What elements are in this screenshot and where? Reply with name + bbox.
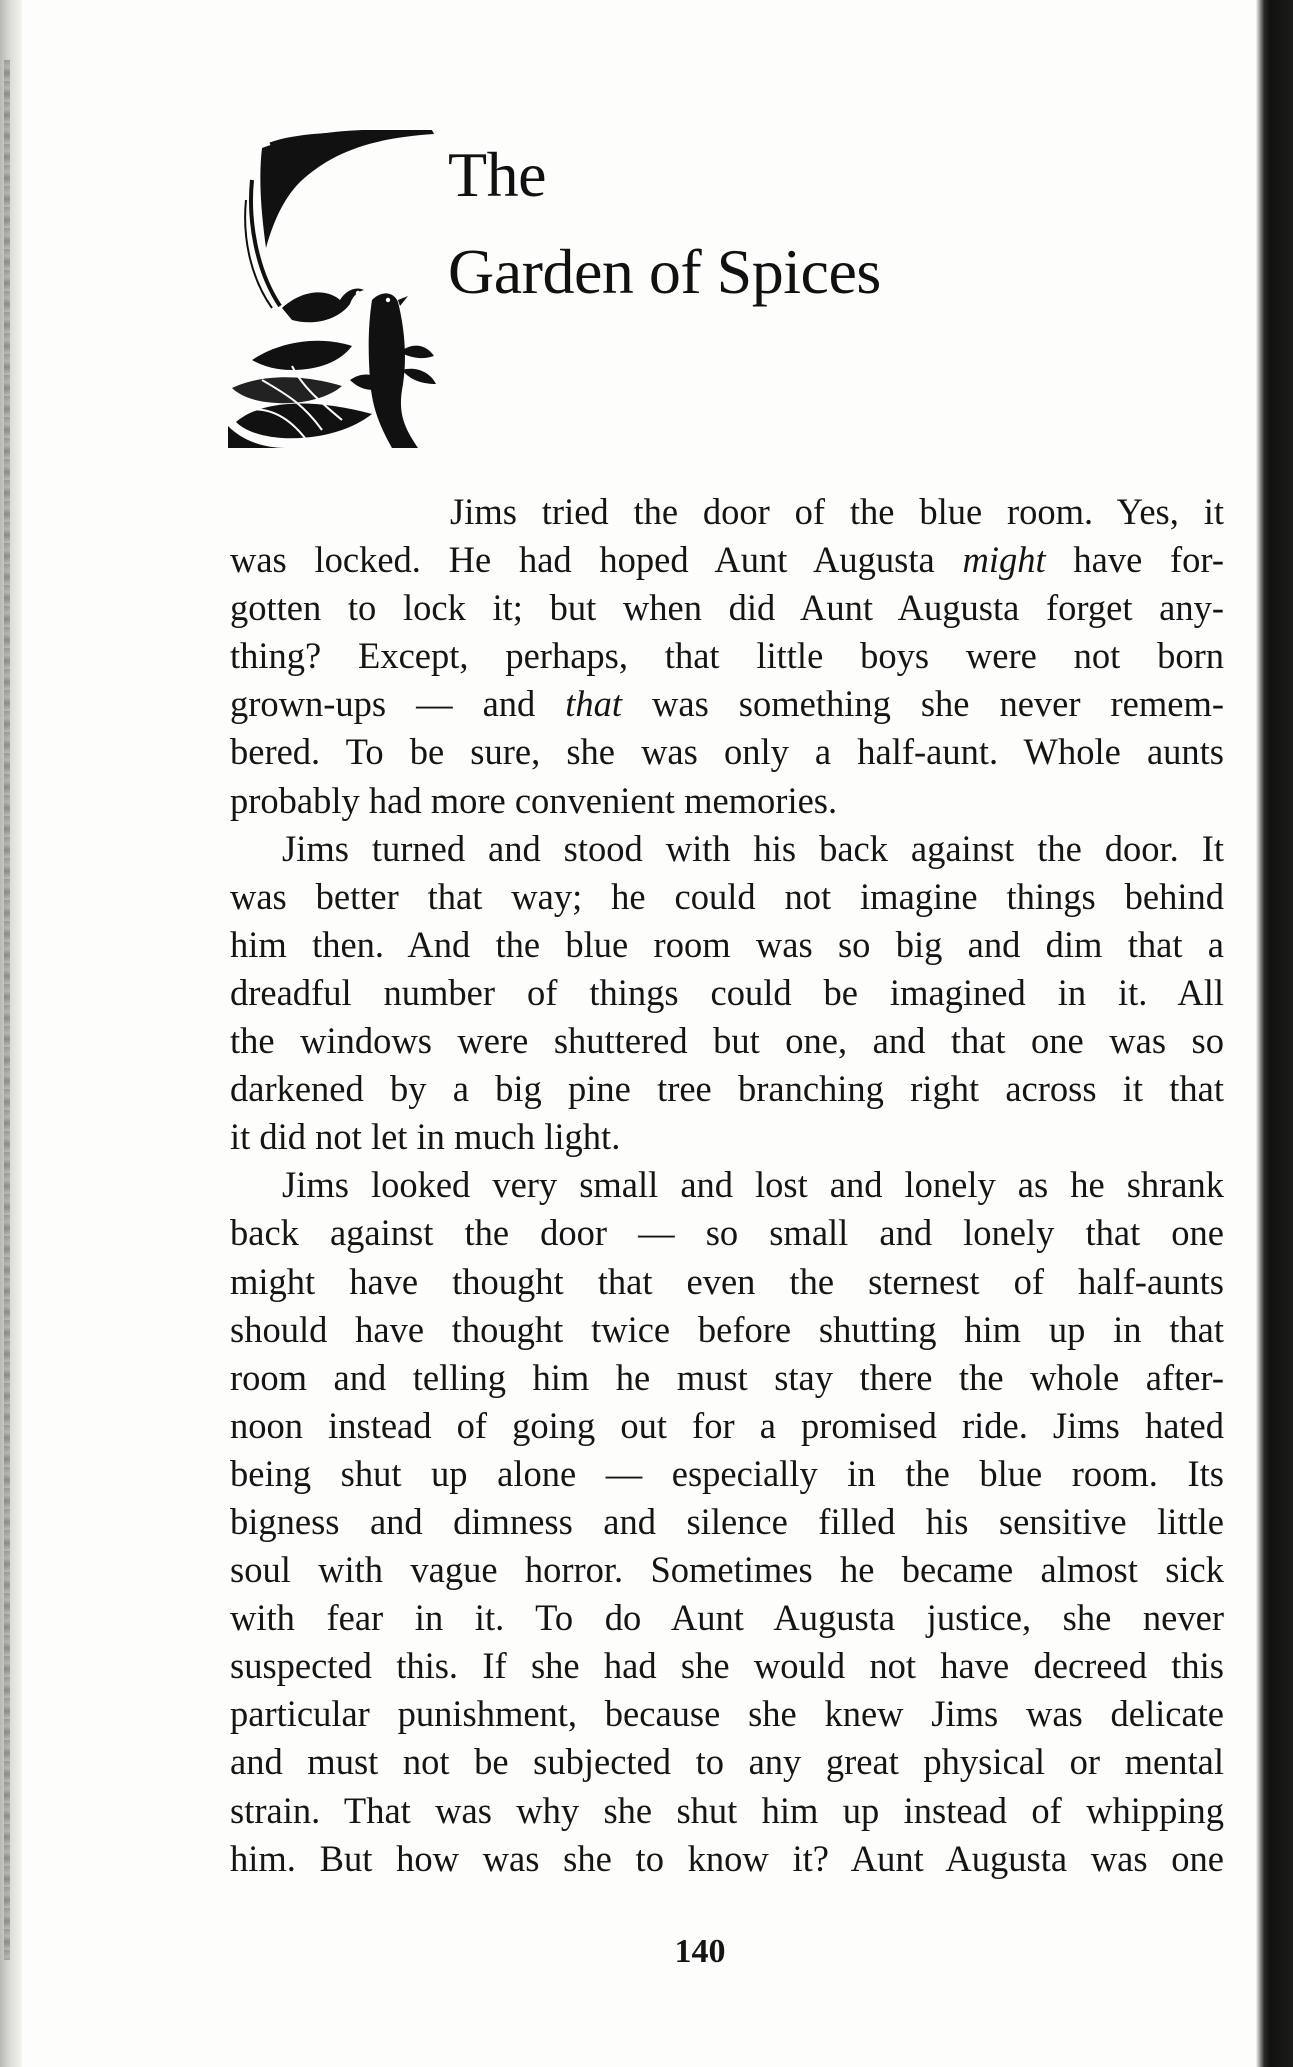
text-line: Jims turned and stood with his back against the door. It (282, 827, 1224, 869)
text-line: bigness and dimness and silence filled his sensitive little (230, 1500, 1224, 1542)
emphasized-word: that (565, 683, 623, 725)
text-line: him. But how was she to know it? Aunt Augusta was one (230, 1837, 1224, 1879)
chapter-title-line-1: The (448, 139, 546, 210)
text-line: darkened by a big pine tree branching right across it that (230, 1068, 1224, 1110)
text-line: Jims tried the door of the blue room. Yes, it (450, 491, 1224, 532)
text-line: probably had more convenient memories. (230, 779, 838, 821)
text-line: him then. And the blue room was so big and dim that a (230, 923, 1224, 965)
chapter-title-line-2: Garden of Spices (448, 236, 881, 307)
text-line: noon instead of going out for a promised ride. Jims hated (230, 1404, 1224, 1446)
text-line: and must not be subjected to any great physical or mental (230, 1741, 1224, 1783)
text-line: was locked. He had hoped Aunt Augusta might have for- (230, 539, 1224, 581)
chapter-body-text (230, 488, 1224, 1883)
text-line: it did not let in much light. (230, 1116, 621, 1158)
scan-binding-shadow (4, 60, 10, 1960)
text-line: Jims looked very small and lost and lonely as he shrank (282, 1164, 1224, 1206)
text-line: thing? Except, perhaps, that little boys were not born (230, 635, 1224, 677)
chapter-title (448, 126, 881, 320)
text-line: back against the door — so small and lonely that one (230, 1212, 1224, 1254)
text-line: being shut up alone — especially in the blue room. Its (230, 1452, 1224, 1494)
text-line: bered. To be sure, she was only a half-aunt. Whole aunts (230, 731, 1224, 773)
text-line: gotten to lock it; but when did Aunt Augusta forget any- (230, 587, 1224, 629)
text-line: should have thought twice before shutting him up in that (230, 1308, 1224, 1350)
text-line: room and telling him he must stay there the whole after- (230, 1356, 1224, 1398)
text-line: the windows were shuttered but one, and that one was so (230, 1020, 1224, 1062)
text-line: with fear in it. To do Aunt Augusta justice, she never (230, 1597, 1224, 1639)
text-line: grown-ups — and that was something she never remem- (230, 683, 1224, 725)
page-number: 140 (674, 1933, 726, 1970)
birds-and-foliage-icon (222, 130, 450, 450)
emphasized-word: might (962, 539, 1046, 581)
text-line: suspected this. If she had she would not have decreed this (230, 1645, 1224, 1687)
text-line: was better that way; he could not imagine things behind (230, 875, 1224, 917)
text-line: strain. That was why she shut him up instead of whipping (230, 1789, 1224, 1831)
text-line: soul with vague horror. Sometimes he became almost sick (230, 1549, 1224, 1591)
text-line: particular punishment, because she knew Jims was delicate (230, 1693, 1224, 1735)
scan-gutter-right (1233, 0, 1293, 2067)
text-line: might have thought that even the sternest of half-aunts (230, 1260, 1224, 1302)
text-line: dreadful number of things could be imagined in it. All (230, 971, 1224, 1013)
